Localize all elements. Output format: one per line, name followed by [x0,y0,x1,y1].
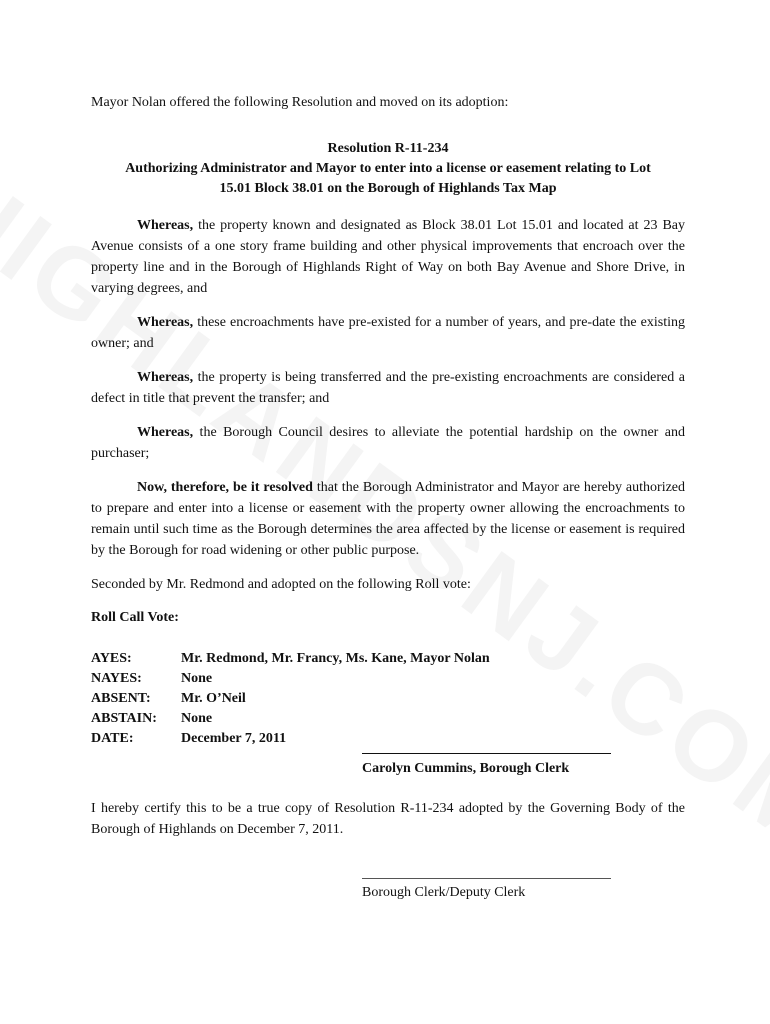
paragraph-text: the property known and designated as Block 38.01 Lot 15.01 and located at 23 Bay Avenue consists of a one story frame building and other physical improvements that encroach over the property line and in the Borough of Highlands Right of Way on both Bay Avenue and Shore Drive, in varying degrees, and [91,218,685,296]
vote-label: ABSTAIN: [91,711,157,726]
vote-label: AYES: [91,651,132,666]
vote-label: ABSENT: [91,691,151,706]
deputy-signatory: Borough Clerk/Deputy Clerk [362,885,526,900]
paragraph-lead: Whereas, [137,370,194,385]
whereas-paragraph-2 [91,312,685,354]
paragraph-text: the Borough Council desires to alleviate the potential hardship on the owner and purchaser; [91,425,685,461]
vote-row-ayes [91,649,685,669]
whereas-paragraph-1 [91,215,685,299]
clerk-signatory: Carolyn Cummins, Borough Clerk [362,761,570,776]
paragraph-lead: Now, therefore, be it resolved [137,480,313,495]
vote-value: None [181,711,213,726]
paragraph-text: the property is being transferred and the pre-existing encroachments are considered a defect in title that prevent the transfer; and [91,370,685,406]
vote-value: December 7, 2011 [181,731,287,746]
resolved-paragraph [91,477,685,561]
resolution-title-line-1: Authorizing Administrator and Mayor to enter into a license or easement relating to Lot [125,161,651,176]
resolution-title-line-2: 15.01 Block 38.01 on the Borough of Highlands Tax Map [219,181,557,196]
vote-value: Mr. Redmond, Mr. Francy, Ms. Kane, Mayor Nolan [181,651,490,666]
paragraph-text: that the Borough Administrator and Mayor are hereby authorized to prepare and enter into a license or easement with the property owner allowing the encroachments to remain until such time as the Borough determines the area affected by the license or easement is required by the Borough for road widening or other public purpose. [91,480,686,558]
paragraph-lead: Whereas, [137,218,194,233]
clerk-signature-line [362,753,611,754]
resolution-document [91,92,686,900]
resolution-title [91,139,685,199]
vote-label: NAYES: [91,671,142,686]
deputy-signature-line [362,878,611,879]
vote-value: Mr. O’Neil [181,691,246,706]
certification-text: I hereby certify this to be a true copy of Resolution R-11-234 adopted by the Governing Body of the Borough of Highlands on December 7, 2011. [91,801,685,837]
paragraph-text: these encroachments have pre-existed for a number of years, and pre-date the existing owner; and [91,315,685,351]
paragraph-lead: Whereas, [137,425,194,440]
paragraph-lead: Whereas, [137,315,194,330]
seconded-text: Seconded by Mr. Redmond and adopted on the following Roll vote: [91,577,471,592]
whereas-paragraph-3 [91,367,685,409]
intro-text: Mayor Nolan offered the following Resolution and moved on its adoption: [91,95,509,110]
whereas-paragraph-4 [91,422,685,464]
resolution-number: Resolution R-11-234 [327,141,449,156]
vote-row-date [91,729,685,749]
vote-row-nayes [91,669,685,689]
vote-label: DATE: [91,731,134,746]
vote-row-absent [91,689,685,709]
roll-call-heading: Roll Call Vote: [91,610,179,625]
vote-row-abstain [91,709,685,729]
vote-table [91,649,685,749]
vote-value: None [181,671,213,686]
